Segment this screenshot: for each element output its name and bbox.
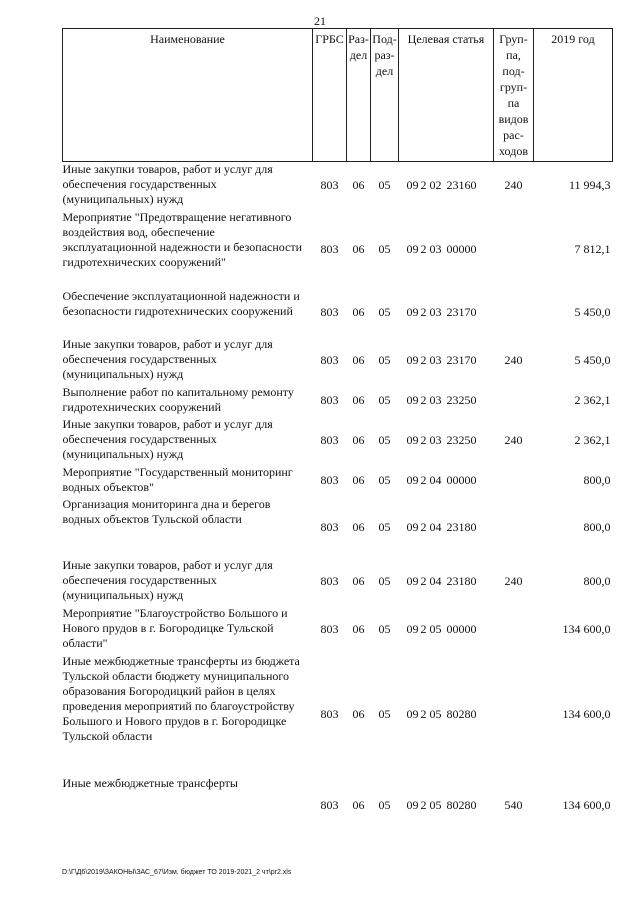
cell-vid-rashodov: 240 (504, 574, 523, 588)
tselevaya-statya-part: 09 (406, 178, 419, 193)
tselevaya-statya-part: 2 (420, 622, 427, 636)
cell-name: Мероприятие "Благоустройство Большого и Нового прудов в г. Богородицке Тульской области" (62, 605, 288, 650)
table-row (63, 497, 613, 558)
cell-name: Иные межбюджетные трансферты из бюджета Тульской области бюджету муниципального образования Богородицкий район в целях проведения мероприятий по благоустройству Большого и Нового прудов в г. Богородицке Тульской области (62, 653, 300, 743)
cell-razdel: 06 (352, 393, 365, 407)
cell-razdel: 06 (352, 798, 365, 812)
tselevaya-statya-part: 03 (429, 353, 442, 367)
tselevaya-statya-part: 2 (420, 574, 427, 588)
cell-tselevaya-statya (399, 417, 494, 465)
tselevaya-statya-part: 05 (429, 798, 442, 812)
tselevaya-statya-part: 09 (406, 241, 419, 256)
table-row (63, 337, 613, 385)
cell-name: Организация мониторинга дна и берегов водных объектов Тульской области (62, 496, 271, 526)
cell-podrazdel: 05 (378, 707, 391, 721)
cell-grbs: 803 (320, 433, 339, 447)
tselevaya-statya-part: 09 (406, 622, 419, 636)
cell-podrazdel: 05 (378, 178, 391, 193)
cell-grbs: 803 (320, 241, 339, 256)
cell-amount: 800,0 (583, 473, 611, 487)
tselevaya-statya-part: 80280 (446, 798, 477, 812)
cell-tselevaya-statya (399, 558, 494, 606)
cell-tselevaya-statya (399, 606, 494, 654)
header-name: Наименование (63, 29, 313, 162)
cell-razdel: 06 (352, 574, 365, 588)
header-gruppa-vidov-rashodov: Груп- па, под- груп- па видов рас- ходов (494, 29, 534, 162)
cell-name: Выполнение работ по капитальному ремонту гидротехнических сооружений (62, 384, 294, 414)
cell-vid-rashodov (494, 497, 534, 558)
table-row (63, 776, 613, 836)
cell-amount: 7 812,1 (574, 241, 611, 256)
table-row (63, 606, 613, 654)
tselevaya-statya-part: 23160 (446, 178, 477, 193)
cell-tselevaya-statya (399, 385, 494, 417)
tselevaya-statya-part: 00000 (446, 473, 477, 487)
cell-podrazdel: 05 (378, 798, 391, 812)
cell-podrazdel: 05 (378, 433, 391, 447)
cell-razdel: 06 (352, 353, 365, 367)
cell-amount: 800,0 (583, 519, 611, 534)
tselevaya-statya-part: 09 (406, 473, 419, 487)
cell-razdel: 06 (352, 241, 365, 256)
cell-razdel: 06 (352, 178, 365, 193)
tselevaya-statya-part: 2 (420, 798, 427, 812)
cell-tselevaya-statya (399, 210, 494, 289)
cell-vid-rashodov (494, 654, 534, 776)
tselevaya-statya-part: 09 (406, 798, 419, 812)
table-body (63, 162, 613, 836)
cell-name: Иные закупки товаров, работ и услуг для обеспечения государственных (муниципальных) нужд (62, 162, 273, 206)
header-tselevaya-statya: Целевая статья (399, 29, 494, 162)
cell-grbs: 803 (320, 473, 339, 487)
header-grbs: ГРБС (313, 29, 347, 162)
header-razdel: Раз- дел (347, 29, 371, 162)
cell-tselevaya-statya (399, 654, 494, 776)
table-row (63, 465, 613, 497)
cell-amount: 134 600,0 (562, 707, 611, 721)
table-row (63, 558, 613, 606)
tselevaya-statya-part: 00000 (446, 241, 477, 256)
tselevaya-statya-part: 23180 (446, 519, 477, 534)
tselevaya-statya-part: 2 (420, 393, 427, 407)
tselevaya-statya-part: 2 (420, 519, 427, 534)
cell-amount: 5 450,0 (574, 305, 611, 319)
tselevaya-statya-part: 05 (429, 622, 442, 636)
cell-tselevaya-statya (399, 497, 494, 558)
cell-grbs: 803 (320, 353, 339, 367)
cell-razdel: 06 (352, 707, 365, 721)
tselevaya-statya-part: 23170 (446, 305, 477, 319)
cell-tselevaya-statya (399, 337, 494, 385)
cell-grbs: 803 (320, 798, 339, 812)
tselevaya-statya-part: 05 (429, 707, 442, 721)
tselevaya-statya-part: 23170 (446, 353, 477, 367)
cell-podrazdel: 05 (378, 393, 391, 407)
cell-grbs: 803 (320, 519, 339, 534)
cell-vid-rashodov: 240 (504, 353, 523, 367)
header-year: 2019 год (534, 29, 613, 162)
cell-podrazdel: 05 (378, 353, 391, 367)
tselevaya-statya-part: 09 (406, 305, 419, 319)
cell-amount: 134 600,0 (562, 798, 611, 812)
cell-grbs: 803 (320, 178, 339, 193)
cell-grbs: 803 (320, 574, 339, 588)
tselevaya-statya-part: 00000 (446, 622, 477, 636)
cell-grbs: 803 (320, 707, 339, 721)
cell-amount: 5 450,0 (574, 353, 611, 367)
cell-vid-rashodov (494, 289, 534, 337)
cell-grbs: 803 (320, 393, 339, 407)
tselevaya-statya-part: 2 (420, 305, 427, 319)
footer-file-path: D:\Г\Д6\2019\ЗАКОНЫ\ЗАС_67\Изм. бюджет ТО 2019-2021_2 чт\pr2.xls (62, 869, 292, 876)
cell-amount: 800,0 (583, 574, 611, 588)
cell-vid-rashodov: 540 (504, 798, 523, 812)
tselevaya-statya-part: 03 (429, 305, 442, 319)
cell-vid-rashodov (494, 606, 534, 654)
cell-podrazdel: 05 (378, 305, 391, 319)
cell-razdel: 06 (352, 433, 365, 447)
tselevaya-statya-part: 2 (420, 241, 427, 256)
tselevaya-statya-part: 03 (429, 393, 442, 407)
tselevaya-statya-part: 23180 (446, 574, 477, 588)
cell-vid-rashodov: 240 (504, 433, 523, 447)
cell-name: Иные закупки товаров, работ и услуг для обеспечения государственных (муниципальных) нужд (62, 416, 273, 461)
tselevaya-statya-part: 09 (406, 353, 419, 367)
cell-podrazdel: 05 (378, 622, 391, 636)
header-podrazdel: Под- раз- дел (371, 29, 399, 162)
cell-tselevaya-statya (399, 162, 494, 210)
tselevaya-statya-part: 09 (406, 433, 419, 447)
tselevaya-statya-part: 2 (420, 353, 427, 367)
tselevaya-statya-part: 09 (406, 519, 419, 534)
cell-name: Иные закупки товаров, работ и услуг для обеспечения государственных (муниципальных) нужд (62, 336, 273, 381)
tselevaya-statya-part: 09 (406, 574, 419, 588)
tselevaya-statya-part: 03 (429, 433, 442, 447)
cell-amount: 2 362,1 (574, 433, 611, 447)
tselevaya-statya-part: 04 (429, 473, 442, 487)
cell-tselevaya-statya (399, 465, 494, 497)
cell-razdel: 06 (352, 519, 365, 534)
cell-name: Иные межбюджетные трансферты (62, 775, 238, 790)
tselevaya-statya-part: 04 (429, 519, 442, 534)
cell-name: Иные закупки товаров, работ и услуг для обеспечения государственных (муниципальных) нужд (62, 557, 273, 602)
cell-name: Обеспечение эксплуатационной надежности и безопасности гидротехнических сооружений (62, 288, 300, 318)
tselevaya-statya-part: 2 (420, 433, 427, 447)
tselevaya-statya-part: 09 (406, 707, 419, 721)
tselevaya-statya-part: 2 (420, 178, 427, 193)
table-row (63, 289, 613, 337)
page-number: 21 (314, 14, 326, 28)
cell-podrazdel: 05 (378, 241, 391, 256)
table-row (63, 654, 613, 776)
tselevaya-statya-part: 23250 (446, 393, 477, 407)
tselevaya-statya-part: 04 (429, 574, 442, 588)
cell-tselevaya-statya (399, 776, 494, 836)
cell-vid-rashodov (494, 385, 534, 417)
table-row (63, 417, 613, 465)
cell-razdel: 06 (352, 622, 365, 636)
tselevaya-statya-part: 09 (406, 393, 419, 407)
cell-name: Мероприятие "Предотвращение негативного воздействия вод, обеспечение эксплуатационной надежности и безопасности гидротехнических сооружений" (62, 209, 303, 269)
tselevaya-statya-part: 02 (429, 178, 442, 193)
cell-razdel: 06 (352, 473, 365, 487)
cell-podrazdel: 05 (378, 519, 391, 534)
table-row (63, 385, 613, 417)
cell-amount: 134 600,0 (562, 622, 611, 636)
cell-grbs: 803 (320, 305, 339, 319)
cell-podrazdel: 05 (378, 473, 391, 487)
cell-grbs: 803 (320, 622, 339, 636)
cell-vid-rashodov: 240 (504, 178, 523, 193)
cell-vid-rashodov (494, 210, 534, 289)
cell-name: Мероприятие "Государственный мониторинг водных объектов" (62, 464, 293, 494)
tselevaya-statya-part: 23250 (446, 433, 477, 447)
tselevaya-statya-part: 2 (420, 707, 427, 721)
table-row (63, 210, 613, 289)
cell-podrazdel: 05 (378, 574, 391, 588)
budget-table (62, 28, 613, 836)
cell-tselevaya-statya (399, 289, 494, 337)
cell-amount: 11 994,3 (568, 178, 611, 193)
cell-amount: 2 362,1 (574, 393, 611, 407)
tselevaya-statya-part: 80280 (446, 707, 477, 721)
table-header-row (63, 29, 613, 162)
cell-vid-rashodov (494, 465, 534, 497)
cell-razdel: 06 (352, 305, 365, 319)
table-row (63, 162, 613, 210)
tselevaya-statya-part: 03 (429, 241, 442, 256)
tselevaya-statya-part: 2 (420, 473, 427, 487)
